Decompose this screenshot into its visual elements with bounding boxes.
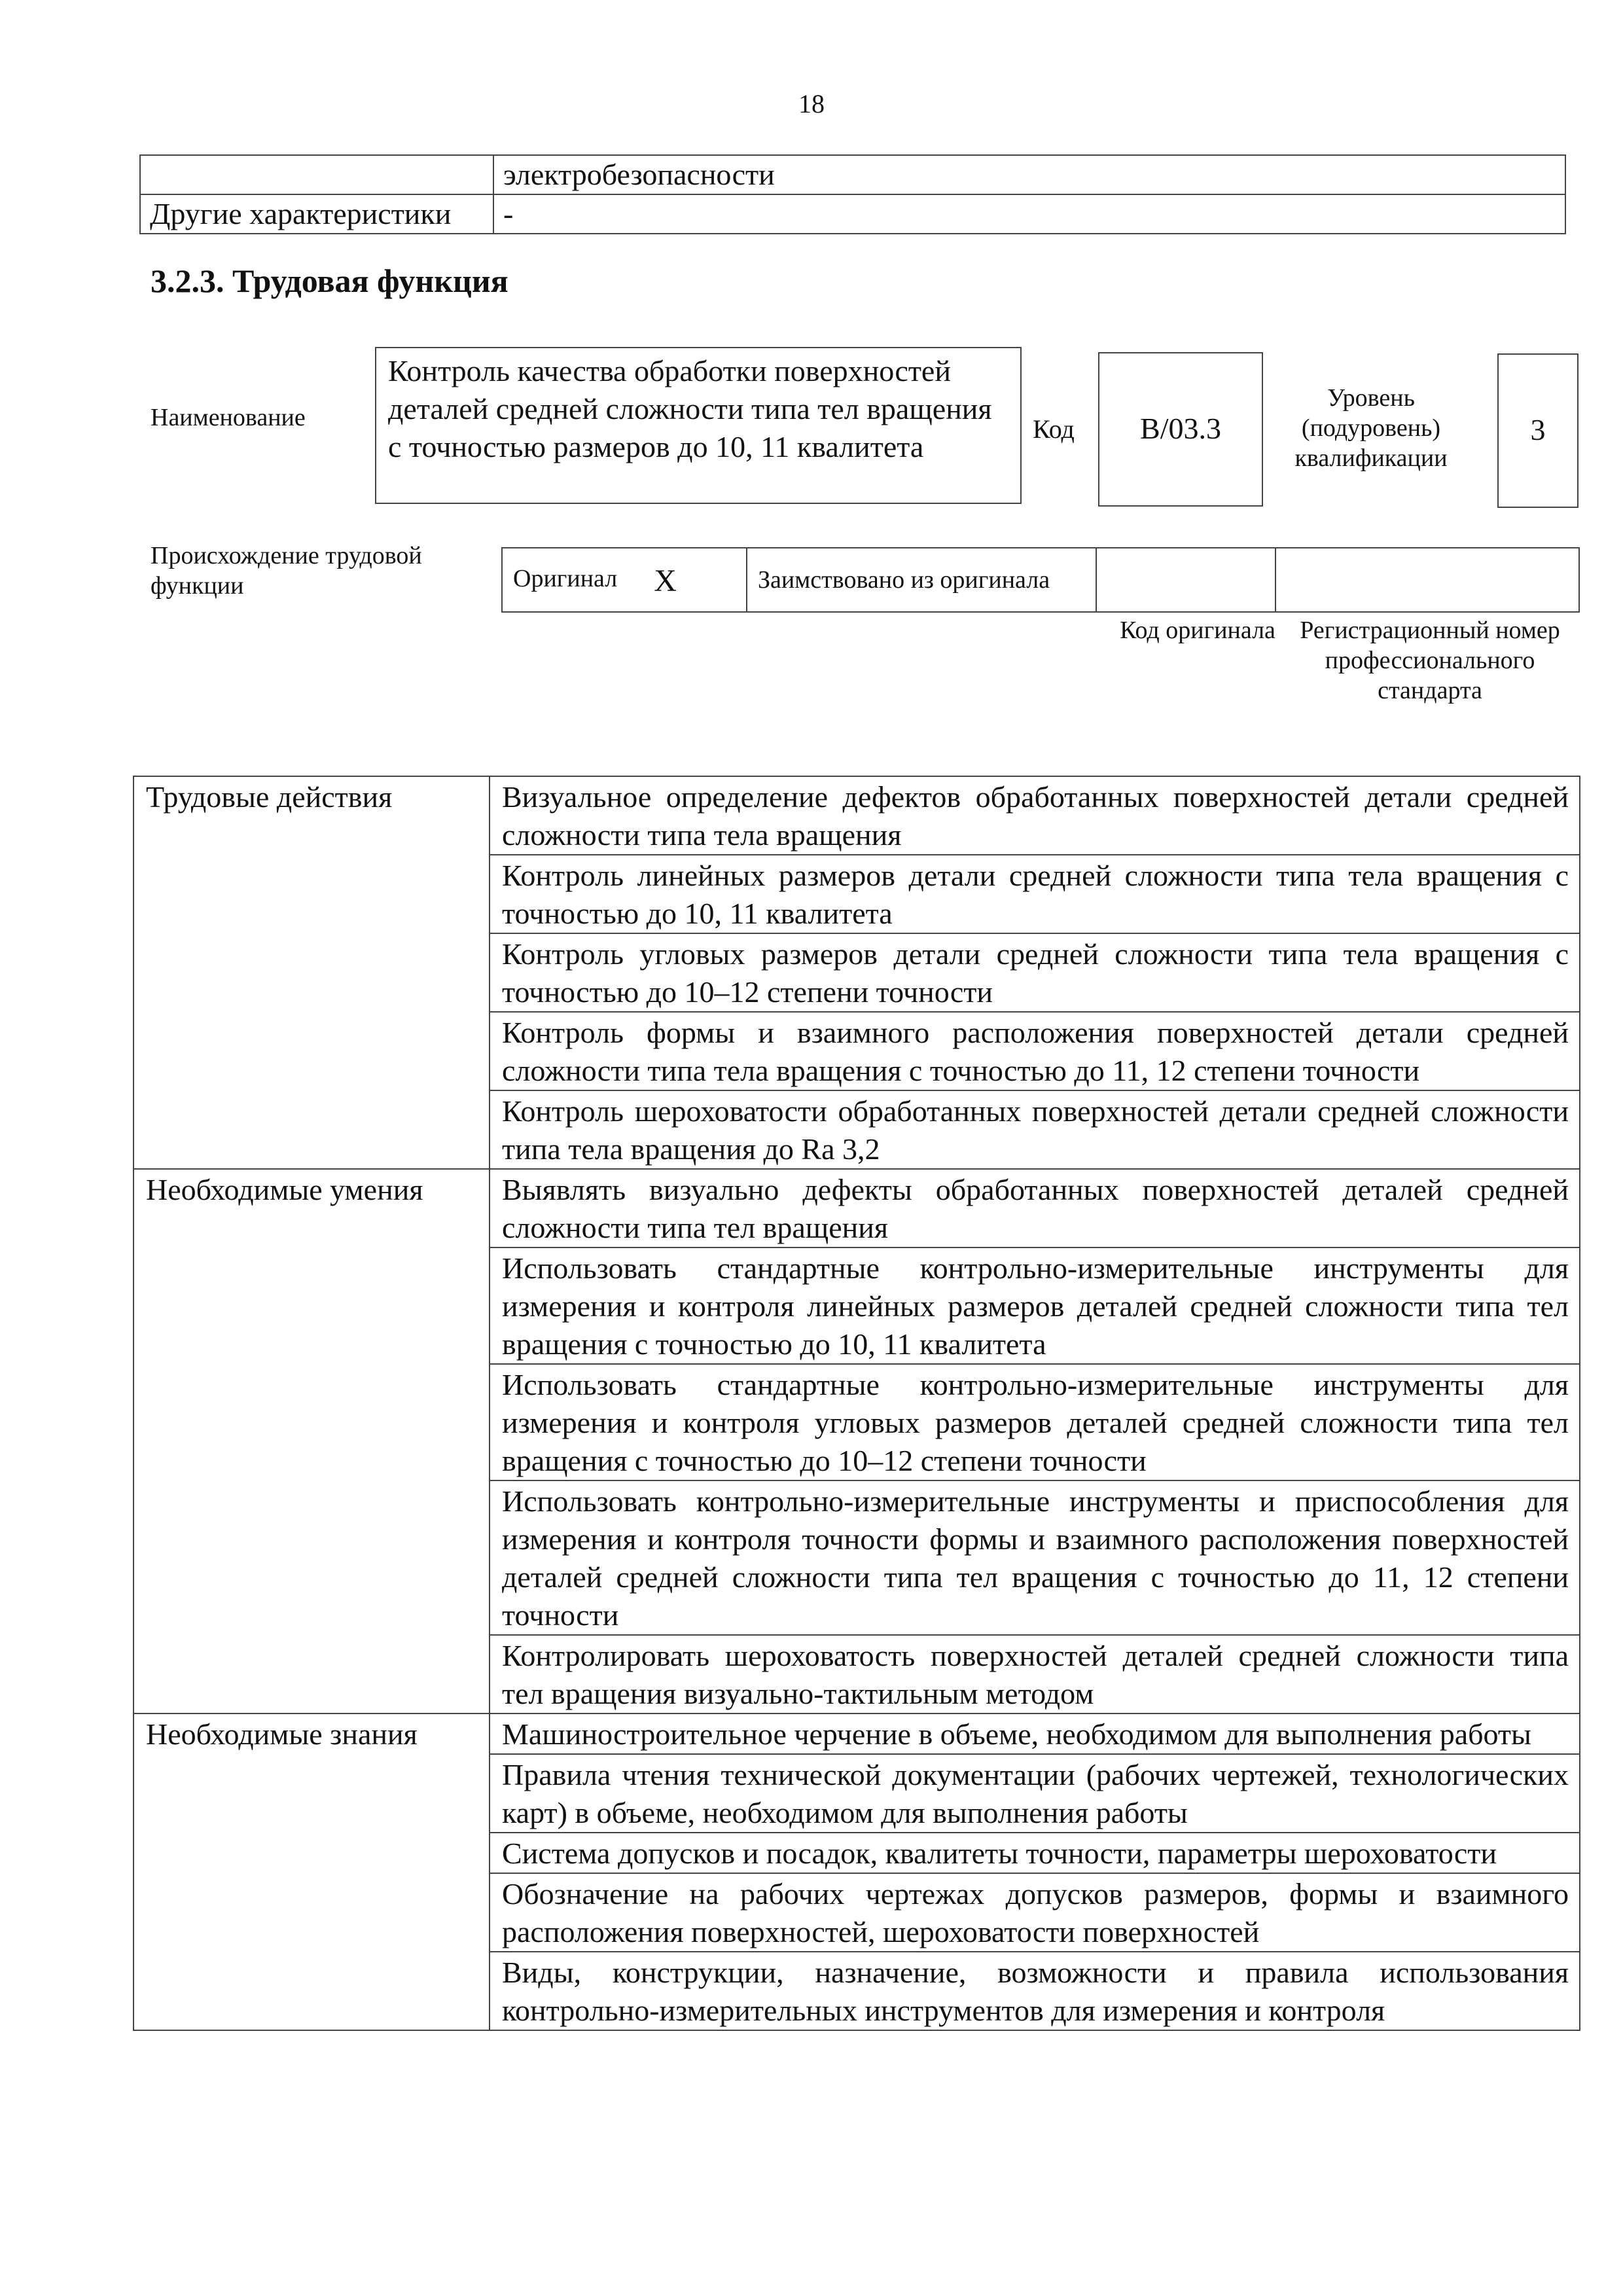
borrowed-label: Заимствовано из оригинала — [747, 548, 1096, 612]
list-item: Система допусков и посадок, квалитеты точности, параметры шероховатости — [490, 1833, 1580, 1873]
list-item: Виды, конструкции, назначение, возможности и правила использования контрольно-измерительных инструментов для измерения и контроля — [490, 1952, 1580, 2030]
category-required-skills: Необходимые умения — [134, 1169, 490, 1713]
qualification-level-box: 3 — [1497, 353, 1578, 508]
origin-table — [501, 547, 1580, 613]
name-label: Наименование — [151, 404, 306, 431]
origin-label: Происхождение трудовой функции — [151, 542, 422, 600]
list-item: Контроль шероховатости обработанных поверхностей детали средней сложности типа тела вращения до Ra 3,2 — [490, 1090, 1580, 1169]
table-row — [134, 1713, 1580, 1754]
list-item: Использовать контрольно-измерительные инструменты и приспособления для измерения и контроля точности формы и взаимного расположения поверхностей деталей средней сложности типа тел вращения с точностью до 11, 12 степени точности — [490, 1480, 1580, 1635]
list-item: Использовать стандартные контрольно-измерительные инструменты для измерения и контроля линейных размеров деталей средней сложности типа тел вращения с точностью до 10, 11 квалитета — [490, 1247, 1580, 1364]
original-cell — [502, 548, 747, 612]
row-value: электробезопасности — [493, 155, 1565, 194]
function-code-box: B/03.3 — [1098, 352, 1263, 507]
list-item: Выявлять визуально дефекты обработанных поверхностей деталей средней сложности типа тел вращения — [490, 1169, 1580, 1247]
registration-number-caption: Регистрационный номер профессионального стандарта — [1300, 617, 1560, 704]
table-row — [502, 548, 1579, 612]
row-label — [140, 155, 493, 194]
qualification-level-label: Уровень (подуровень) квалификации — [1294, 384, 1448, 472]
original-mark: X — [654, 563, 677, 598]
characteristics-table — [139, 154, 1566, 234]
registration-number-cell — [1275, 548, 1579, 612]
list-item: Машиностроительное черчение в объеме, необходимом для выполнения работы — [490, 1713, 1580, 1754]
table-row — [134, 776, 1580, 855]
list-item: Контролировать шероховатость поверхностей деталей средней сложности типа тел вращения визуально-тактильным методом — [490, 1635, 1580, 1713]
labor-function-table — [133, 776, 1580, 2031]
table-row — [140, 194, 1565, 234]
table-row — [140, 155, 1565, 194]
list-item: Правила чтения технической документации (рабочих чертежей, технологических карт) в объеме, необходимом для выполнения работы — [490, 1754, 1580, 1833]
original-code-cell — [1096, 548, 1275, 612]
list-item: Визуальное определение дефектов обработанных поверхностей детали средней сложности типа тела вращения — [490, 776, 1580, 855]
list-item: Контроль линейных размеров детали средней сложности типа тела вращения с точностью до 10, 11 квалитета — [490, 855, 1580, 933]
list-item: Использовать стандартные контрольно-измерительные инструменты для измерения и контроля угловых размеров деталей средней сложности типа тел вращения с точностью до 10–12 степени точности — [490, 1364, 1580, 1480]
function-name-box: Контроль качества обработки поверхностей деталей средней сложности типа тел вращения с точностью размеров до 10, 11 квалитета — [375, 347, 1022, 504]
original-label: Оригинал — [513, 565, 618, 593]
list-item: Обозначение на рабочих чертежах допусков размеров, формы и взаимного расположения поверхностей, шероховатости поверхностей — [490, 1873, 1580, 1952]
page-number: 18 — [798, 89, 825, 118]
category-labor-actions: Трудовые действия — [134, 776, 490, 1169]
table-row — [134, 1169, 1580, 1247]
row-label: Другие характеристики — [140, 194, 493, 234]
category-required-knowledge: Необходимые знания — [134, 1713, 490, 2030]
list-item: Контроль угловых размеров детали средней сложности типа тела вращения с точностью до 10–12 степени точности — [490, 933, 1580, 1012]
row-value: - — [493, 194, 1565, 234]
section-heading: 3.2.3. Трудовая функция — [151, 262, 508, 299]
code-label: Код — [1033, 414, 1075, 444]
list-item: Контроль формы и взаимного расположения поверхностей детали средней сложности типа тела вращения с точностью до 11, 12 степени точности — [490, 1012, 1580, 1090]
original-code-caption: Код оригинала — [1120, 617, 1275, 644]
